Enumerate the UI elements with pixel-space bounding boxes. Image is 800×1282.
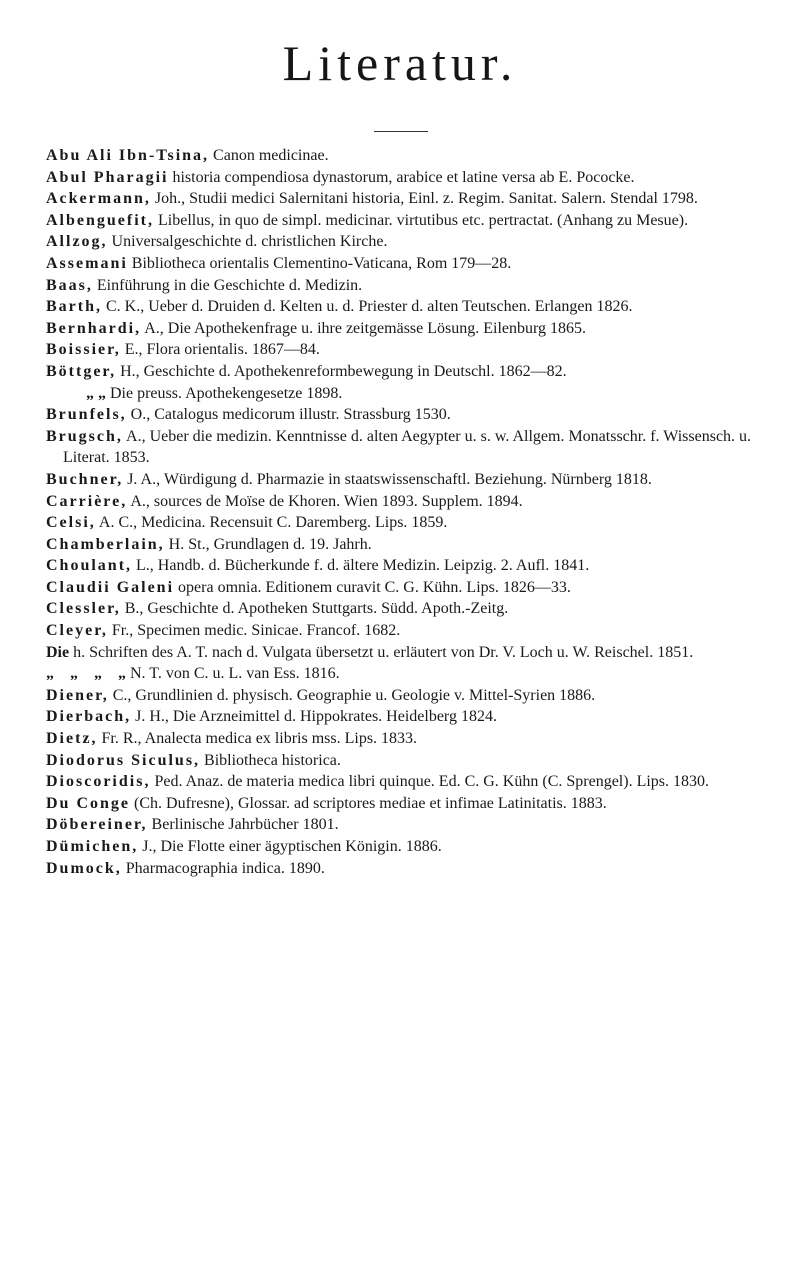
entry-author: Bernhardi,: [46, 319, 142, 337]
entry-author: Buchner,: [46, 470, 124, 488]
bibliography-entry: [46, 404, 768, 426]
entry-author: Abul Pharagii: [46, 168, 169, 186]
entry-author: Böttger,: [46, 362, 117, 380]
entry-text: H. St., Grundlagen d. 19. Jahrh.: [164, 535, 372, 553]
entry-text: Canon medicinae.: [209, 147, 329, 164]
entry-text: opera omnia. Editionem curavit C. G. Kühn. Lips. 1826—33.: [174, 578, 571, 596]
entry-author: Dümichen,: [46, 838, 139, 855]
entry-author: Baas,: [46, 276, 93, 294]
entry-author: Du Conge: [46, 794, 131, 812]
bibliography-entry: [46, 555, 768, 577]
bibliography-entry: [46, 145, 768, 167]
entry-text: E., Flora orientalis. 1867—84.: [120, 341, 320, 359]
bibliography-entry: [46, 188, 768, 210]
entry-author: Brugsch,: [46, 427, 123, 445]
entry-author: Die: [46, 643, 70, 661]
entry-text: L., Handb. d. Bücherkunde f. d. ältere Medizin. Leipzig. 2. Aufl. 1841.: [132, 557, 590, 575]
entry-author: Barth,: [46, 298, 102, 316]
bibliography-entry: [46, 296, 768, 318]
entry-author: Choulant,: [46, 557, 133, 575]
bibliography-entry: [46, 167, 768, 189]
bibliography-entry: [46, 426, 768, 469]
entry-author: Diener,: [46, 686, 109, 704]
entry-text: A., Ueber die medizin. Kenntnisse d. alten Aegypter u. s. w. Allgem. Monatsschr. f. Wissensch. u. Literat. 1853.: [63, 427, 752, 467]
entry-text: h. Schriften des A. T. nach d. Vulgata übersetzt u. erläutert von Dr. V. Loch u. W. Reischel. 1851.: [69, 643, 694, 661]
bibliography-entry: [46, 512, 768, 534]
entry-author: Claudii Galeni: [46, 578, 175, 596]
entry-text: Pharmacographia indica. 1890.: [121, 859, 325, 877]
bibliography-entry: [46, 858, 768, 880]
entry-author: Dioscoridis,: [46, 773, 151, 791]
bibliography-entry: [46, 318, 768, 340]
entry-text: Einführung in die Geschichte d. Medizin.: [92, 276, 363, 294]
entry-text: B., Geschichte d. Apotheken Stuttgarts. Südd. Apoth.-Zeitg.: [120, 600, 509, 618]
bibliography-entry: [46, 491, 768, 513]
bibliography-entry: [46, 728, 768, 750]
entry-text: Bibliotheca historica.: [200, 751, 341, 769]
bibliography-entry: [46, 253, 768, 275]
bibliography-entry: [46, 275, 768, 297]
entry-text: J. A., Würdigung d. Pharmazie in staatswissenschaftl. Beziehung. Nürnberg 1818.: [123, 470, 652, 488]
entry-author: Clessler,: [46, 600, 121, 618]
entry-text: Ped. Anaz. de materia medica libri quinque. Ed. C. G. Kühn (C. Sprengel). Lips. 1830.: [150, 773, 710, 791]
entry-author: Ackermann,: [46, 190, 151, 208]
title-rule: [374, 131, 428, 132]
entry-author: Dumock,: [46, 859, 122, 877]
entry-text: C., Grundlinien d. physisch. Geographie u. Geologie v. Mittel-Syrien 1886.: [108, 686, 596, 704]
bibliography-entry: [46, 339, 768, 361]
entry-author: Carrière,: [46, 492, 128, 510]
entry-author: Abu Ali Ibn-Tsina,: [46, 147, 210, 164]
entry-text: Fr., Specimen medic. Sinicae. Francof. 1682.: [107, 622, 401, 640]
bibliography-entry: [46, 577, 768, 599]
bibliography-entry: [46, 383, 768, 405]
bibliography-list: [46, 145, 768, 879]
entry-author: Albenguefit,: [46, 211, 154, 229]
bibliography-entry: [46, 793, 768, 815]
entry-text: Joh., Studii medici Salernitani historia, Einl. z. Regim. Sanitat. Salern. Stendal 1798.: [150, 190, 698, 208]
entry-text: J. H., Die Arzneimittel d. Hippokrates. Heidelberg 1824.: [131, 708, 497, 726]
bibliography-entry: [46, 620, 768, 642]
entry-text: N. T. von C. u. L. van Ess. 1816.: [126, 665, 340, 683]
entry-text: O., Catalogus medicorum illustr. Strassburg 1530.: [126, 406, 451, 424]
entry-author: Dierbach,: [46, 708, 132, 726]
bibliography-entry: [46, 836, 768, 858]
entry-text: A. C., Medicina. Recensuit C. Daremberg. Lips. 1859.: [95, 514, 448, 532]
ditto-marks: „ „ „ „: [46, 665, 126, 683]
bibliography-entry: [46, 685, 768, 707]
entry-text: (Ch. Dufresne), Glossar. ad scriptores mediae et infimae Latinitatis. 1883.: [130, 794, 607, 812]
entry-text: Universalgeschichte d. christlichen Kirche.: [107, 233, 388, 251]
entry-author: Cleyer,: [46, 622, 108, 640]
entry-text: Die preuss. Apothekengesetze 1898.: [106, 384, 343, 402]
bibliography-entry: [46, 771, 768, 793]
entry-author: Assemani: [46, 254, 128, 272]
bibliography-entry: [46, 706, 768, 728]
entry-text: Fr. R., Analecta medica ex libris mss. Lips. 1833.: [97, 730, 418, 748]
bibliography-entry: [46, 210, 768, 232]
entry-text: historia compendiosa dynastorum, arabice et latine versa ab E. Pococke.: [168, 168, 635, 186]
entry-text: A., Die Apothekenfrage u. ihre zeitgemässe Lösung. Eilenburg 1865.: [141, 319, 587, 337]
entry-author: Diodorus Siculus,: [46, 751, 201, 769]
entry-text: J., Die Flotte einer ägyptischen Königin. 1886.: [138, 838, 442, 855]
entry-text: C. K., Ueber d. Druiden d. Kelten u. d. Priester d. alten Teutschen. Erlangen 1826.: [102, 298, 633, 316]
page-title: Literatur.: [282, 35, 518, 91]
entry-author: Celsi,: [46, 514, 96, 532]
bibliography-entry: [46, 642, 768, 664]
bibliography-entry: [46, 750, 768, 772]
entry-author: Chamberlain,: [46, 535, 165, 553]
bibliography-entry: [46, 231, 768, 253]
entry-text: A., sources de Moïse de Khoren. Wien 1893. Supplem. 1894.: [127, 492, 523, 510]
bibliography-entry: [46, 469, 768, 491]
bibliography-entry: [46, 814, 768, 836]
entry-author: Allzog,: [46, 233, 108, 251]
entry-text: H., Geschichte d. Apothekenreformbewegung in Deutschl. 1862—82.: [116, 362, 567, 380]
entry-text: Libellus, in quo de simpl. medicinar. virtutibus etc. pertractat. (Anhang zu Mesue).: [154, 211, 689, 229]
entry-author: Döbereiner,: [46, 816, 148, 834]
entry-text: Bibliotheca orientalis Clementino-Vaticana, Rom 179—28.: [127, 254, 512, 272]
entry-author: Dietz,: [46, 730, 98, 748]
bibliography-entry: [46, 361, 768, 383]
entry-author: Boissier,: [46, 341, 121, 359]
entry-text: Berlinische Jahrbücher 1801.: [147, 816, 339, 834]
bibliography-entry: [46, 534, 768, 556]
entry-author: Brunfels,: [46, 406, 127, 424]
bibliography-entry: [46, 598, 768, 620]
bibliography-entry: [46, 663, 768, 685]
ditto-marks: „ „: [86, 384, 106, 402]
